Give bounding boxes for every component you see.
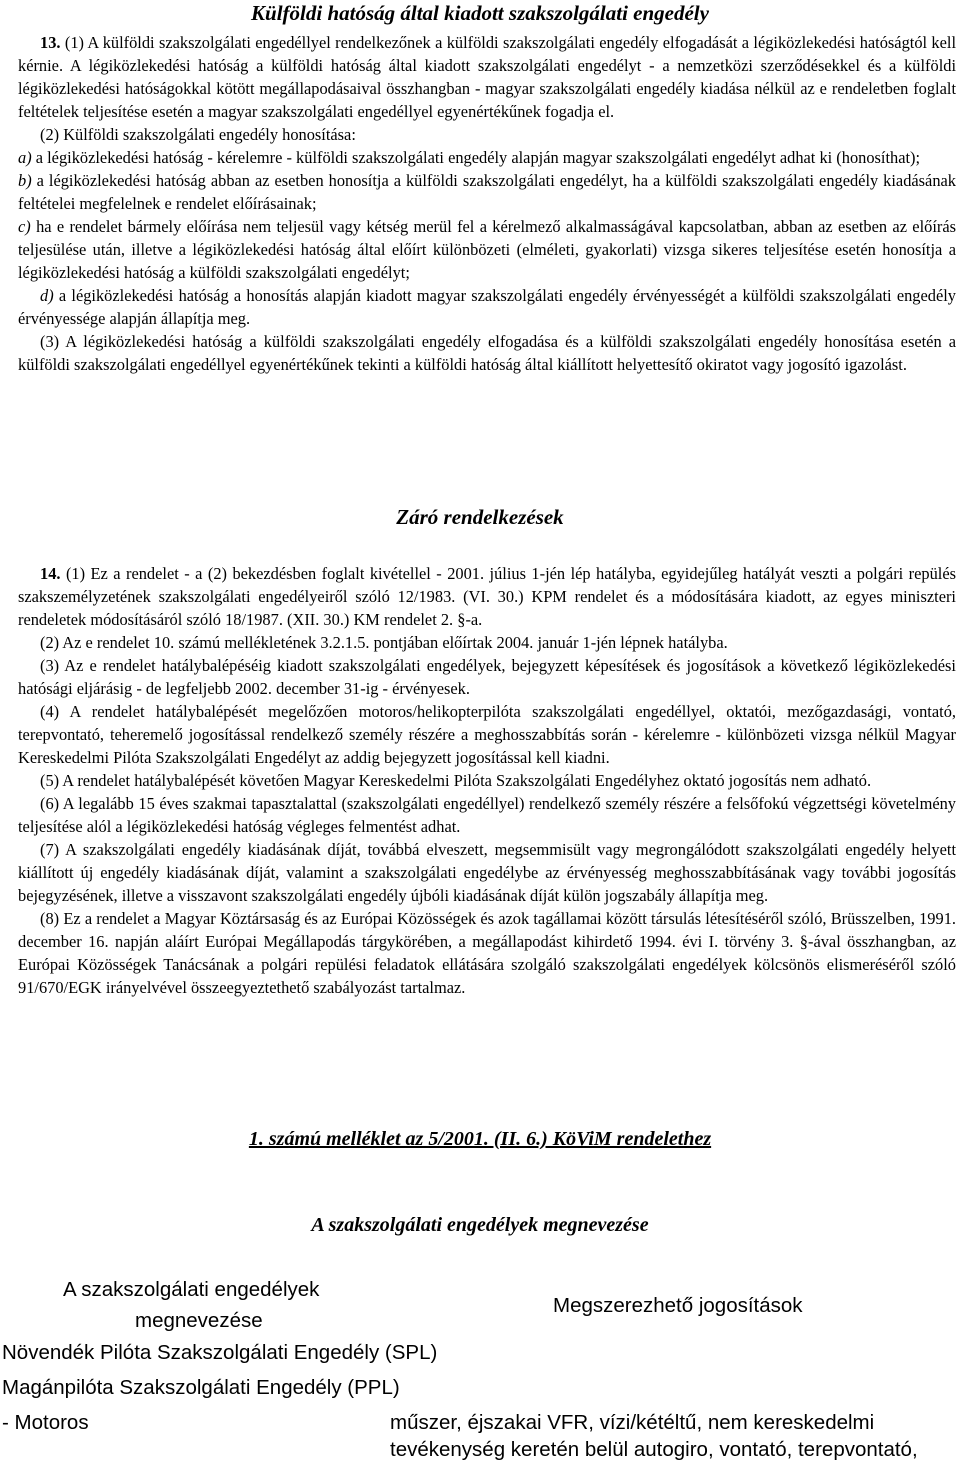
section-14-paragraph-8: (8) Ez a rendelet a Magyar Köztársaság és az Európai Közösségek és azok tagállamai között társulás létesítéséről szóló, Brüsszelben, 1991. december 16. napján aláírt Európai Megállapodás tárgykörében, a megállapodást kihirdető 1994. évi I. törvény 3. §-ával összhangban, az Európai Közösségek Tanácsának a polgári repülési feladatok ellátására szolgáló szakszolgálati engedélyek kölcsönös elismeréséről szóló 91/670/EGK irányelvével összeegyeztethető szabályozást tartalmaz. xyxy=(18,909,956,997)
section-13-paragraph-1: 13. (1) A külföldi szakszolgálati engedéllyel rendelkezőnek a külföldi szakszolgálati engedély elfogadását a légiközlekedési hatóságtól kell kérnie. A légiközlekedési hatóság a külföldi hatóság által kiadott szakszolgálati engedélyt - a nemzetközi szerződésekkel és a külföldi légiközlekedési hatóságokkal kötött megállapodásaival összhangban - magyar szakszolgálati engedély kiadása nélkül az e rendeletben foglalt feltételek teljesítése esetén a magyar szakszolgálati engedéllyel egyenértékűnek fogadja el. xyxy=(18,33,956,121)
section-13-paragraph-2: (2) Külföldi szakszolgálati engedély honosítása: xyxy=(40,125,356,144)
section-14 xyxy=(18,562,956,999)
section-heading: Külföldi hatóság által kiadott szakszolgálati engedély xyxy=(251,1,709,25)
closing-provisions-title: Záró rendelkezések xyxy=(396,505,564,529)
section-13-paragraph-3: (3) A légiközlekedési hatóság a külföldi szakszolgálati engedély elfogadása és a külföldi szakszolgálati engedély honosítása esetén a külföldi szakszolgálati engedéllyel egyenértékűnek tekinti a külföldi hatóság által kiállított helyettesítő okiratot vagy jogosító igazolást. xyxy=(18,332,956,374)
table-row-spl: Növendék Pilóta Szakszolgálati Engedély (SPL) xyxy=(2,1341,438,1364)
section-13 xyxy=(18,31,956,376)
annex-subtitle: A szakszolgálati engedélyek megnevezése xyxy=(311,1214,649,1236)
section-13-point-a: a) a légiközlekedési hatóság - kérelemre - külföldi szakszolgálati engedély alapján magyar szakszolgálati engedélyt adhat ki (honosíthat); xyxy=(18,148,921,167)
section-14-paragraph-1: 14. (1) Ez a rendelet - a (2) bekezdésben foglalt kivétellel - 2001. július 1-jén lép hatályba, egyidejűleg hatályát veszti a polgári repülés szakszemélyzetének szakszolgálati engedélyeiről szóló 12/1983. (VI. 30.) KPM rendelet és a módosítására kiadott, az egyes miniszteri rendeletek módosításáról szóló 18/1987. (XII. 30.) KM rendelet 2. §-a. xyxy=(18,564,956,629)
section-number: 14. xyxy=(40,564,61,583)
column-header-licence-name-line-2: megnevezése xyxy=(135,1309,263,1332)
annex-title: 1. számú melléklet az 5/2001. (II. 6.) KöViM rendelethez xyxy=(248,1128,712,1150)
section-13-point-c: c) ha e rendelet bármely előírása nem teljesül vagy kétség merül fel a kérelmező alkalmasságával kapcsolatban, abban az esetben az előírás teljesülése után, illetve a légiközlekedési hatóság által előírt különbözeti (elméleti, gyakorlati) vizsga sikeres teljesítése esetén honosítja a légiközlekedési hatóság a külföldi szakszolgálati engedélyt; xyxy=(18,217,956,282)
section-14-paragraph-7: (7) A szakszolgálati engedély kiadásának díját, továbbá elveszett, megsemmisült vagy megrongálódott szakszolgálati engedély helyett kiállított új engedély kiadásának díját, valamint a szakszolgálati engedélybe az érvényesség meghosszabbításának vagy további jogosítás bejegyzésének, illetve a visszavont szakszolgálati engedély újbóli kiadásának díját külön jogszabály állapítja meg. xyxy=(18,840,956,905)
section-14-paragraph-2: (2) Az e rendelet 10. számú mellékletének 3.2.1.5. pontjában előírtak 2004. január 1-jén lépnek hatályba. xyxy=(40,633,728,652)
column-header-ratings: Megszerezhető jogosítások xyxy=(553,1294,803,1317)
section-number: 13. xyxy=(40,33,61,52)
section-14-paragraph-4: (4) A rendelet hatálybalépését megelőzően motoros/helikopterpilóta szakszolgálati engedéllyel, oktatói, mezőgazdasági, vontató, terepvontató, teheremelő jogosítással rendelkező személy részére a meghosszabbítás során - kérelemre - különbözeti vizsga nélkül Magyar Kereskedelmi Pilóta Szakszolgálati Engedélyt az addig bejegyzett jogosítással kell kiadni. xyxy=(18,702,956,767)
table-row-ppl: Magánpilóta Szakszolgálati Engedély (PPL) xyxy=(2,1376,400,1399)
section-13-point-b: b) a légiközlekedési hatóság abban az esetben honosítja a külföldi szakszolgálati engedélyt, ha a külföldi szakszolgálati engedély kiadásának feltételei megfelelnek e rendelet előírásainak; xyxy=(18,171,956,213)
column-header-licence-name-line-1: A szakszolgálati engedélyek xyxy=(63,1278,320,1301)
table-cell-motoros-ratings-line-1: műszer, éjszakai VFR, vízi/kétéltű, nem kereskedelmi xyxy=(390,1411,875,1434)
section-14-paragraph-6: (6) A legalább 15 éves szakmai tapasztalattal (szakszolgálati engedéllyel) rendelkező személy részére a felsőfokú végzettségi követelmény teljesítése alól a légiközlekedési hatóság végleges felmentést adhat. xyxy=(18,794,956,836)
table-cell-motoros-ratings-line-2: tevékenység keretén belül autogiro, vontató, terepvontató, xyxy=(390,1438,918,1461)
section-14-paragraph-5: (5) A rendelet hatálybalépését követően Magyar Kereskedelmi Pilóta Szakszolgálati Engedélyhez oktató jogosítás nem adható. xyxy=(40,771,872,790)
section-13-point-d: d) a légiközlekedési hatóság a honosítás alapján kiadott magyar szakszolgálati engedély érvényességét a külföldi szakszolgálati engedély érvényessége alapján állapítja meg. xyxy=(18,286,956,328)
table-row-motoros: - Motoros xyxy=(2,1411,89,1434)
section-14-paragraph-3: (3) Az e rendelet hatálybalépéséig kiadott szakszolgálati engedélyek, bejegyzett képesítések és jogosítások a következő légiközlekedési hatósági eljárásig - de legfeljebb 2002. december 31-ig - érvényesek. xyxy=(18,656,956,698)
